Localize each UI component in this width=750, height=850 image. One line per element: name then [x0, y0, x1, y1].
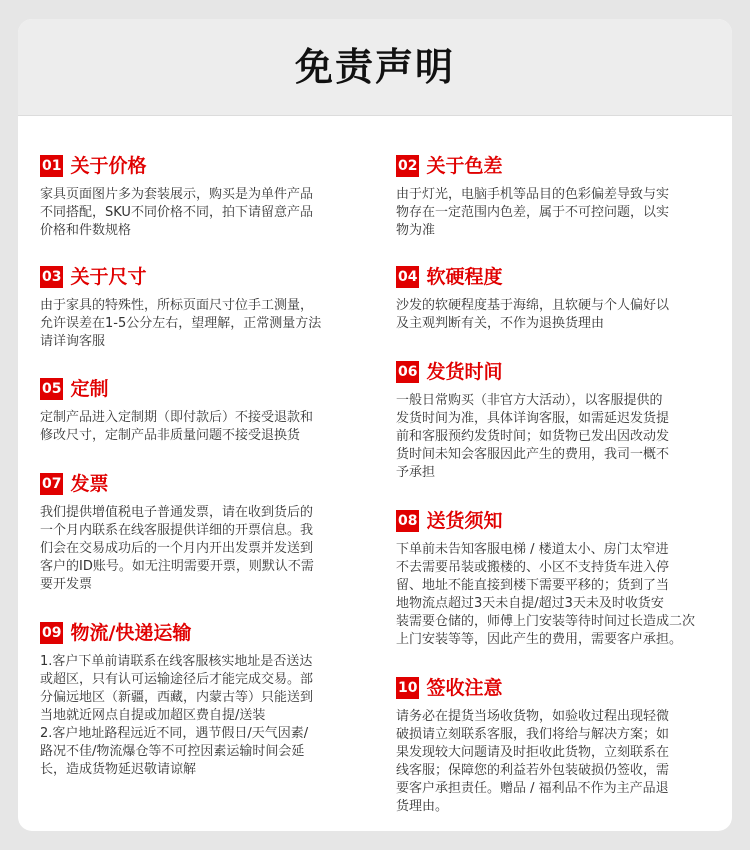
card-header [18, 19, 732, 115]
section-logistics [40, 620, 362, 779]
section-body: 1.客户下单前请联系在线客服核实地址是否送达 或超区，只有认可运输途径后才能完成交易。部 分偏远地区（新疆，西藏，内蒙古等）只能送到 当地就近网点自提或加超区费自提/送装 2.客户地址路程远近不同，遇节假日/天气因素/ 路况不佳/物流爆仓等不可控因素运输时间会延 长，造成货物延迟敬请谅解 [40, 654, 314, 777]
section-firmness [396, 264, 718, 333]
section-number-badge: 03 [40, 266, 63, 288]
section-color [396, 153, 718, 240]
section-title: 发票 [70, 473, 109, 495]
section-body: 家具页面图片多为套装展示，购买是为单件产品 不同搭配，SKU不同价格不同，拍下请留意产品 价格和件数规格 [40, 187, 314, 238]
section-number-badge: 01 [40, 155, 63, 177]
section-title: 关于价格 [70, 155, 147, 177]
section-invoice [40, 471, 362, 594]
section-body: 由于灯光，电脑手机等品目的色彩偏差导致与实 物存在一定范围内色差，属于不可控问题，以实 物为准 [396, 187, 670, 238]
disclaimer-card [18, 19, 732, 831]
section-body: 由于家具的特殊性，所标页面尺寸位手工测量， 允许误差在1-5公分左右，望理解，正常测量方法 请详询客服 [40, 298, 322, 349]
section-body: 沙发的软硬程度基于海绵，且软硬与个人偏好以 及主观判断有关，不作为退换货理由 [396, 298, 670, 331]
section-price [40, 153, 362, 240]
section-number-badge: 08 [396, 510, 419, 532]
section-number-badge: 05 [40, 378, 63, 400]
section-number-badge: 09 [40, 622, 63, 644]
section-body: 一般日常购买（非官方大活动），以客服提供的 发货时间为准，具体详询客服，如需延迟发货提 前和客服预约发货时间；如货物已发出因改动发 货时间未知会客服因此产生的费用，我司一概不 予承担 [396, 393, 670, 480]
section-number-badge: 04 [396, 266, 419, 288]
section-body: 下单前未告知客服电梯 / 楼道太小、房门太窄进 不去需要吊装或搬楼的、小区不支持货车进入停 留、地址不能直接到楼下需要平移的；货到了当 地物流点超过3天未自提/超过3天未及时收货安 装需要仓储的，师傅上门安装等待时间过长造成二次 上门安装等等，因此产生的费用，需要客户承担。 [396, 542, 696, 647]
section-body: 请务必在提货当场收货物，如验收过程出现轻微 破损请立刻联系客服，我们将给与解决方案；如 果发现较大问题请及时拒收此货物，立刻联系在 线客服；保障您的利益若外包装破损仍签收，需 要客户承担责任。赠品 / 福利品不作为主产品退 货理由。 [396, 709, 670, 814]
section-title: 定制 [70, 378, 109, 400]
section-number-badge: 07 [40, 473, 63, 495]
section-title: 签收注意 [426, 677, 503, 699]
section-number-badge: 06 [396, 361, 419, 383]
section-title: 关于尺寸 [70, 266, 147, 288]
section-title: 送货须知 [426, 510, 503, 532]
section-body: 定制产品进入定制期（即付款后）不接受退款和 修改尺寸，定制产品非质量问题不接受退换货 [40, 410, 314, 443]
section-size [40, 264, 362, 351]
section-title: 发货时间 [426, 361, 503, 383]
section-custom [40, 376, 362, 445]
section-body: 我们提供增值税电子普通发票，请在收到货后的 一个月内联系在线客服提供详细的开票信息。我 们会在交易成功后的一个月内开出发票并发送到 客户的ID账号。如无注明需要开票，则默认不需 要开发票 [40, 505, 314, 592]
page-title: 免责声明 [294, 45, 455, 89]
section-shipping-time [396, 359, 718, 482]
section-title: 物流/快递运输 [70, 622, 192, 644]
section-number-badge: 10 [396, 677, 419, 699]
header-divider [18, 115, 732, 116]
section-title: 软硬程度 [426, 266, 503, 288]
section-title: 关于色差 [426, 155, 503, 177]
section-delivery-notice [396, 508, 718, 649]
section-number-badge: 02 [396, 155, 419, 177]
section-signing [396, 675, 718, 816]
